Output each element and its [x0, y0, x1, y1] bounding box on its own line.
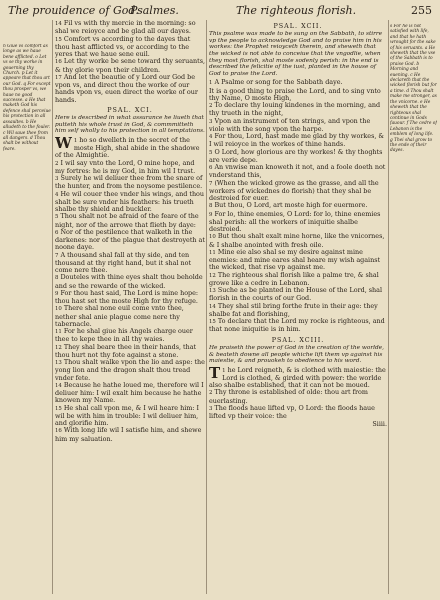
verse-number: 14	[55, 21, 62, 27]
right-margin-notes: s For he is not satisfied with life, and that he hath wrought for the sake of his seruants. a He sheweth that the vse of the Sabbath is to praise God. b Morning and euening. c He declareth that the wicked florish but for a time. d Thou shalt make me stronger, as the vnicorne. e He sheweth that the righteous shal continue in Gods fauour. f The cedre of Lebanon is the emblem of long life. g Thei shal grow to the ende of their dayes.	[390, 24, 437, 154]
verse	[209, 303, 387, 319]
verse-text: The righteous shal florish like a palme tre, & shal growe like a cedre in Lebanon.	[209, 270, 379, 287]
verse-text: (When the wicked growe as the grasse, and all the workers of wickednes do florish) that they shal be destroied for euer.	[209, 178, 379, 203]
verse	[55, 274, 205, 290]
verse-text: Vpon an instrument of ten strings, and vpon the viole with the song vpon the harpe.	[209, 116, 371, 133]
running-head-left: The prouidence of God.	[8, 4, 139, 17]
verse-text: he Lord reigneth, & is clothed with maiestie: the Lord is clothed, & girded with power: the worlde also shalbe established, that it can not be moued.	[209, 365, 386, 390]
verse-number: 1	[73, 137, 78, 144]
verse-text: ho so dwelleth in the secret of the moste High, shal abide in the shadowe of the Almightie.	[55, 135, 200, 160]
verse-number: 6	[55, 229, 59, 236]
left-column	[55, 20, 205, 594]
verse	[55, 328, 205, 344]
verse-number: 2	[209, 390, 213, 397]
verse-number: 1	[222, 367, 226, 374]
verse-text: But thou shalt exalt mine horne, like the vnicornes, & I shalbe anointed with fresh oile.	[209, 232, 385, 249]
verse-text: But thou, O Lord, art moste high for euermore.	[214, 201, 368, 210]
verse-number: 8	[209, 203, 213, 210]
verse	[209, 389, 387, 405]
verse-text: Nor of the pestilence that walketh in the darkenes: nor of the plague that destroyeth at noone daye.	[55, 227, 205, 252]
verse-number: 5	[55, 214, 59, 221]
psalm-argument-91: Here is described in what assurance he liueth that putteth his whole trust in God, & commmitteth him self wholly to his protection in all temptations.	[55, 115, 205, 135]
psalm-argument-92: This psalme was made to be sung on the Sabbath, to stirre vp the people to acknowledge God and to praise him in his workes: the Prophet reioyceth therein, and sheweth that the wicked is not able to conceiue that the vngodlie, when they most florish, shal moste sodenly perish: in the end is described the felicitie of the iust, planted in the house of God to praise the Lord.	[209, 31, 383, 77]
running-head-center: Psalmes.	[130, 4, 179, 17]
verse-number: 12	[55, 344, 62, 351]
verse-text: Thou shalt not be afraid of the feare of the night, nor of the arrowe that flieth by daye:	[55, 212, 199, 229]
verse-number: 6	[209, 165, 213, 172]
verse	[209, 133, 387, 149]
verse-text: To declare that the Lord my rocke is righteous, and that none iniquitie is in him.	[209, 317, 385, 334]
psalm-heading-92: PSAL. XCII.	[273, 22, 323, 30]
verse	[209, 363, 387, 390]
verse-number: 2	[209, 103, 213, 110]
running-head-right: The righteous florish.	[236, 4, 357, 17]
page-number: 255	[411, 4, 432, 17]
verse-number: 14	[209, 303, 216, 310]
verse-number: 8	[55, 275, 59, 282]
verse	[55, 160, 205, 176]
verse-text: He shal call vpon me, & I wil heare him: I wil be with him in trouble: I wil deliuer him, and glorifie him.	[55, 403, 200, 428]
verse-number: 1	[209, 80, 213, 87]
verse	[209, 318, 387, 334]
verse	[209, 287, 387, 303]
right-column	[209, 20, 387, 594]
verse	[209, 88, 387, 103]
verse-text: I wil say vnto the Lord, O mine hope, and my fortres: he is my God, in him wil I trust.	[55, 158, 196, 175]
verse	[55, 290, 205, 306]
verse-number: 7	[55, 252, 59, 259]
verse	[209, 164, 387, 180]
verse-number: 12	[209, 272, 216, 279]
column-divider	[206, 20, 207, 594]
verse-number: 9	[209, 211, 213, 218]
psalm-heading-93: PSAL. XCIII.	[271, 335, 325, 344]
verse-number: 11	[209, 249, 216, 256]
verse-text: O Lord, how glorious are thy workes! & thy thoghts are verie depe.	[209, 147, 383, 164]
verse-text: For thou hast said, The Lord is mine hope: thou hast set the moste High for thy refuge.	[55, 288, 199, 306]
verse-text: For he shal giue his Angels charge ouer thee to kepe thee in all thy waies.	[55, 327, 193, 344]
verse	[209, 249, 387, 272]
verse-text: The floods haue lifted vp, O Lord: the floods haue lifted vp their voice: the	[209, 403, 375, 421]
verse-number: 4	[55, 191, 59, 198]
verse-number: 13	[209, 288, 216, 295]
verse	[55, 359, 205, 382]
right-margin-rule	[388, 20, 389, 594]
verse-text: It is a good thing to praise the Lord, and to sing vnto thy Name, O moste High,	[209, 86, 381, 102]
verse-number: 15	[55, 36, 62, 43]
verse-text: Fil vs with thy mercie in the morning: so shal we reioyce and be glad all our dayes.	[55, 20, 196, 36]
verse	[55, 229, 205, 252]
verse-text: A Psalme or song for the Sabbath daye.	[214, 78, 343, 87]
verse	[55, 191, 205, 214]
verse-text: For thou, Lord, hast made me glad by thy workes, & I wil reioyce in the workes of thine hands.	[209, 132, 385, 149]
verse-number: 13	[55, 360, 62, 367]
verse	[209, 233, 387, 249]
left-margin-rule	[52, 20, 53, 594]
verse-number: 3	[55, 176, 59, 183]
verse-number: 5	[209, 149, 213, 156]
verse-number: 10	[209, 234, 216, 241]
verse	[55, 133, 205, 160]
verse-text: To declare thy louing kindenes in the morning, and thy trueth in the night,	[209, 101, 381, 118]
verse	[55, 382, 205, 405]
verse	[55, 427, 205, 443]
verse	[55, 305, 205, 328]
verse-number: 10	[55, 306, 62, 313]
verse-number: 14	[55, 382, 62, 389]
running-head	[8, 4, 432, 20]
verse	[55, 344, 205, 360]
verse	[55, 213, 205, 229]
verse	[55, 20, 205, 36]
verse-text: There shal none euil come vnto thee, nether shal anie plague come nere thy tabernacle.	[55, 304, 184, 328]
verse-text: A thousand shal fall at thy side, and ten thousand at thy right hand, but it shal not come nere thee.	[55, 250, 192, 275]
drop-cap: T	[209, 363, 221, 382]
verse-text: Comfort vs according to the dayes that thou hast afflicted vs, or according to the yeres that we haue sene euil.	[55, 34, 191, 58]
verse-text: They shal beare thee in their hands, that thou hurt not thy fote against a stone.	[55, 342, 197, 359]
psalm-heading-91: PSAL. XCI.	[107, 105, 153, 114]
verse	[209, 405, 387, 421]
verse-text: And let the beautie of y Lord our God be vpon vs, and direct thou the worke of our hands vpon vs, euen direct the worke of our hands.	[55, 72, 198, 104]
verse-text: He wil couer thee vnder his wings, and thou shalt be sure vnder his feathers: his trueth shalbe thy shield and buckler.	[55, 189, 205, 214]
verse-text: Thou shalt walke vpon the lio and aspe: the yong lion and the dragon shalt thou tread vnder fete.	[55, 358, 205, 382]
verse-number: 7	[209, 180, 213, 187]
verse-text: Because he hathe loued me, therefore wil I deliuer him: I wil exalt him because he hathe knowen my Name.	[55, 380, 204, 405]
verse-number: 4	[209, 134, 213, 141]
catchword: Siiii.	[372, 420, 387, 429]
verse-text: Suche as be planted in the House of the Lord, shal florish in the courts of our God.	[209, 286, 383, 303]
verse-number: 16	[55, 59, 62, 66]
verse	[55, 36, 205, 59]
verse-number: 11	[55, 329, 62, 336]
verse	[55, 175, 205, 191]
verse	[209, 272, 387, 288]
verse-number: 15	[55, 405, 62, 412]
verse-number: 9	[55, 290, 59, 297]
verse-number: 2	[55, 160, 59, 167]
verse	[209, 180, 387, 203]
verse-number: 3	[209, 405, 213, 412]
verse-text: Mine eie also shal se my desire against mine enemies: and mine eares shal heare my wish against the wicked, that rise vp against me.	[209, 247, 381, 272]
verse-text: Douteles with thine eyes shalt thou beholde and se the rewarde of the wicked.	[55, 273, 203, 290]
verse	[209, 102, 387, 118]
verse-number: 15	[209, 319, 216, 326]
verse-number: 3	[209, 118, 213, 125]
verse	[209, 149, 387, 165]
psalm-argument-93: He praiseth the power of God in the creation of the worlde, & beateth downe all people whiche lift them vp against his maiestie, & and prouokeh to obedience to his word.	[209, 344, 384, 365]
verse	[55, 74, 205, 104]
verse-number: 17	[55, 74, 62, 81]
drop-cap: W	[55, 133, 72, 152]
verse-text: Surely he wil deliuer thee from the snare of the hunter, and from the noysome pestilence.	[55, 174, 203, 191]
verse-text: With long life wil I satisfie him, and shewe him my saluation.	[55, 426, 202, 443]
verse	[55, 58, 205, 74]
verse-text: They shal stil bring forthe frute in their age: they shalbe fat and florishing,	[209, 301, 378, 318]
verse-text: An vnwise man knoweth it not, and a foole doeth not vnderstand this,	[209, 163, 386, 180]
verse	[209, 118, 387, 134]
verse	[55, 405, 205, 428]
left-margin-notes: n Giue vs comfort as longe as we haue bene afflicted. o Let vs se thy worke in gouerning thy Church. p Let it appeare that thou art our God. q For except thou prosper vs, we haue no good successe. a He that maketh God his defence shal perceiue his protection in all assaultes. b He alludeth to the fouler. c Wil saue thee from all dangers. d Thou shalt be without feare.	[3, 44, 51, 152]
verse-text: For lo, thine enemies, O Lord: for lo, thine enemies shal perish: all the workers of iniquitie shalbe destroied.	[209, 209, 381, 234]
verse-text: Let thy worke be sene toward thy seruants, & thy glorie vpon their children.	[55, 57, 205, 74]
verse	[209, 211, 387, 234]
verse-number: 16	[55, 428, 62, 435]
verse-text: Thy throne is established of olde: thou art from euerlasting.	[209, 388, 368, 405]
verse	[55, 252, 205, 275]
